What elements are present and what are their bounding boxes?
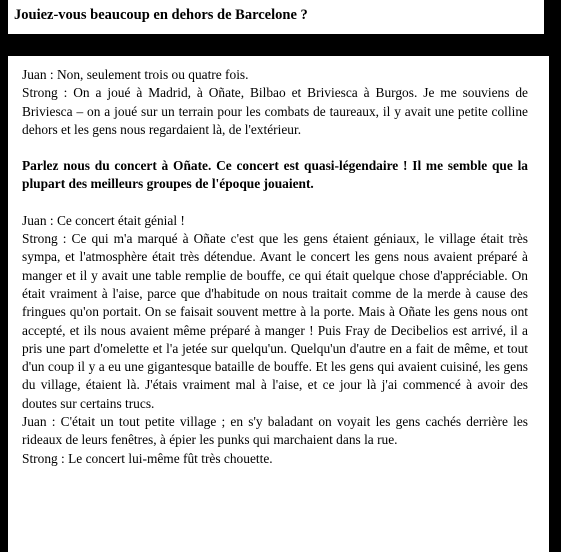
paragraph-gap [22, 194, 528, 212]
answer-juan-3: Juan : C'était un tout petite village ; en s'y baladant on voyait les gens cachés derrière les rideaux de leurs fenêtres, à épier les punks qui marchaient dans la rue. [22, 414, 528, 448]
answer-strong-1: Strong : On a joué à Madrid, à Oñate, Bilbao et Briviesca à Burgos. Je me souviens de Briviesca – on a joué sur un terrain pour les combats de taureaux, il y avait une petite colline dehors et les gens nous regardaient là, de l'extérieur. [22, 85, 528, 137]
interview-question-1: Jouiez-vous beaucoup en dehors de Barcelone ? [14, 7, 308, 23]
answer-strong-2: Strong : Ce qui m'a marqué à Oñate c'est que les gens étaient géniaux, le village était très sympa, et l'atmosphère était très détendue. Avant le concert les gens nous avaient préparé à manger et il y avait une table remplie de bouffe, ce qui était quelque chose d'appréciable. On était vraiment à l'aise, parce que d'habitude on nous traitait comme de la merde à cause des fringues qu'on portait. On se faisait souvent mettre à la porte. Mais à Oñate les gens nous ont accepté, et ils nous avaient même préparé à manger ! Puis Fray de Decibelios est arrivé, il a pris une part d'omelette et l'a jetée sur quelqu'un. Quelqu'un d'autre en a fait de même, et tout d'un coup il y a eu une gigantesque bataille de bouffe. Et les gens qui avaient cuisiné, les gens du village, étaient là. J'étais vraiment mal à l'aise, et ce jour là j'ai commencé à avoir des doutes sur certains trucs. [22, 231, 528, 411]
paragraph-gap [22, 139, 528, 157]
answer-juan-2: Juan : Ce concert était génial ! [22, 212, 185, 228]
answer-juan-1: Juan : Non, seulement trois ou quatre fois. [22, 67, 249, 82]
interview-text [22, 66, 528, 468]
answer-strong-3: Strong : Le concert lui-même fût très chouette. [22, 450, 273, 466]
interview-question-2: Parlez nous du concert à Oñate. Ce concert est quasi-légendaire ! Il me semble que la plupart des meilleurs groupes de l'époque jouaient. [22, 158, 528, 192]
